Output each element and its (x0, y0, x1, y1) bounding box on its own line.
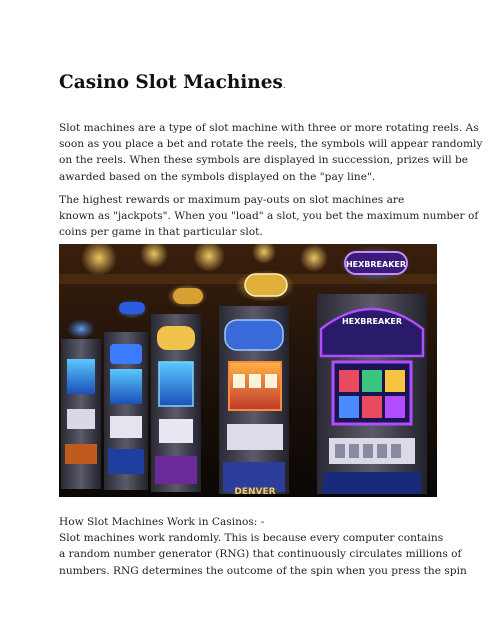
text-line: a random number generator (RNG) that continuously circulates millions of (59, 548, 462, 561)
text-line: on the reels. When these symbols are displayed in succession, prizes will be (59, 154, 469, 167)
slot-machines-illustration (59, 244, 437, 497)
title-suffix: . (282, 81, 286, 90)
text-line: soon as you place a bet and rotate the reels, the symbols will appear randomly (59, 138, 483, 151)
denver-sign: DENVER (234, 487, 276, 497)
text-line: How Slot Machines Work in Casinos: - (59, 516, 265, 528)
slot-machine-far-left (61, 319, 101, 489)
title-text: Casino Slot Machines (59, 72, 283, 93)
paragraph-intro (59, 120, 483, 185)
hexbreaker-sign-top: HEXBREAKER (345, 260, 407, 269)
text-line: Slot machines work randomly. This is because every computer contains (59, 532, 444, 545)
hexbreaker-sign-lower: HEXBREAKER (341, 317, 403, 326)
slot-machine-center-left (151, 284, 207, 492)
text-line: numbers. RNG determines the outcome of the spin when you press the spin (59, 564, 467, 577)
text-line: known as "jackpots". When you "load" a slot, you bet the maximum number of (59, 210, 479, 223)
slot-machines-photo (59, 244, 437, 497)
paragraph-jackpots (59, 192, 479, 241)
text-line: awarded based on the symbols displayed on the "pay line". (59, 170, 376, 183)
paragraph-how-it-works (59, 514, 467, 579)
page-title (59, 72, 286, 93)
text-line: The highest rewards or maximum pay-outs on slot machines are (59, 194, 405, 206)
text-line: Slot machines are a type of slot machine with three or more rotating reels. As (59, 122, 479, 134)
text-line: coins per game in that particular slot. (59, 226, 263, 239)
